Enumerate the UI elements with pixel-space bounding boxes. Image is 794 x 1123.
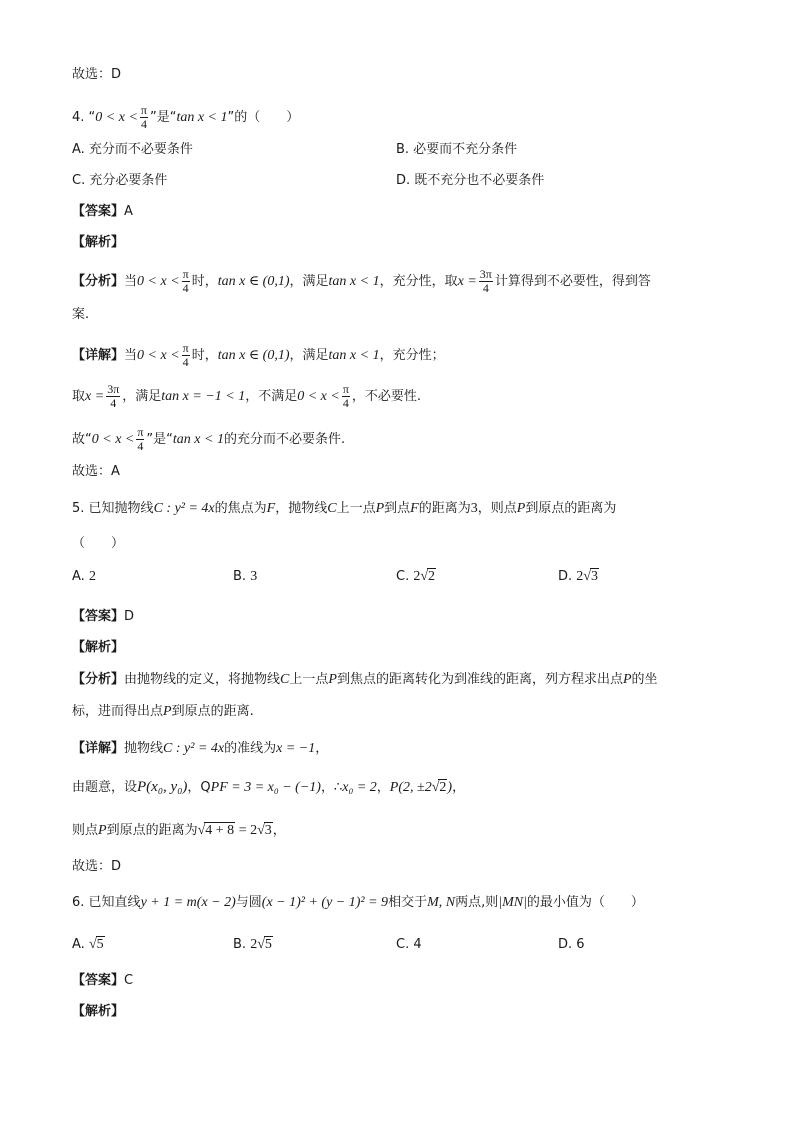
text: 的充分而不必要条件.: [223, 432, 346, 447]
option-label: A.: [72, 569, 85, 584]
answer-value: A: [124, 204, 133, 219]
math: tan x < 1: [172, 432, 224, 447]
answer-line: [72, 972, 133, 990]
analysis-fenxi-line-1: [72, 671, 658, 689]
text: ，: [315, 741, 329, 756]
option-a: [72, 936, 105, 954]
math: x₀ = 2: [342, 780, 377, 795]
quote-mid: ”是“: [149, 110, 177, 125]
math: 0 < x <: [297, 389, 340, 404]
frac-num: π: [137, 425, 144, 439]
text: ，则点: [477, 501, 517, 516]
fenxi-label: 【分析】: [72, 672, 125, 687]
frac-num: π: [342, 382, 349, 396]
text: 计算得到不必要性，得到答: [494, 274, 651, 289]
option-label: C.: [396, 569, 410, 584]
sqrt-sign: √: [197, 823, 206, 838]
frac-den: 4: [140, 117, 147, 131]
frac-den: 4: [182, 281, 189, 295]
math: tan x = −1 < 1: [161, 389, 246, 404]
option-label: A.: [72, 937, 85, 952]
math: 0 < x <: [91, 432, 135, 447]
answer-choice-q5: 故选：D: [72, 859, 122, 874]
question-5-stem: [72, 500, 616, 518]
math: C : y² = 4x: [163, 741, 225, 756]
option-a: A. 充分而不必要条件: [72, 142, 193, 157]
fraction-pi-over-4: [136, 426, 144, 453]
option-c: C. 4: [396, 937, 422, 952]
math: (x − 1)² + (y − 1)² = 9: [261, 895, 389, 910]
text: 标，进而得出点: [72, 704, 164, 719]
frac-den: 4: [137, 439, 144, 453]
frac-den: 4: [482, 281, 489, 295]
text: 当: [124, 274, 138, 289]
answer-label: 【答案】: [72, 204, 125, 219]
text: 取: [72, 389, 86, 404]
math: 0 < x <: [137, 348, 180, 363]
radicand: 4 + 8: [205, 823, 235, 838]
fraction-pi-over-4: [342, 383, 350, 410]
fraction-pi-over-4: [140, 104, 148, 131]
math: x = −1: [276, 741, 316, 756]
option-value: 2: [250, 937, 258, 952]
text: 的焦点为: [214, 501, 267, 516]
radicand: 5: [96, 937, 104, 952]
question-number: 4.: [72, 110, 85, 125]
math-condition-1: 0 < x <: [95, 110, 138, 125]
option-label: D.: [558, 569, 573, 584]
text: 到原点的距离为: [106, 823, 198, 838]
question-number: 6.: [72, 895, 85, 910]
frac-num: π: [182, 341, 189, 355]
sqrt-sign: √: [431, 780, 440, 795]
answer-line: [72, 608, 134, 626]
text: ，: [452, 780, 466, 795]
answer-line: [72, 203, 133, 221]
math: P: [98, 823, 107, 838]
text: 的最小值为（ ）: [526, 895, 644, 910]
math: y + 1 = m(x − 2): [140, 895, 236, 910]
text: ，满足: [289, 274, 329, 289]
text: 与圆: [235, 895, 262, 910]
analysis-fenxi-line-2: [72, 703, 254, 721]
question-6-stem: [72, 894, 644, 912]
text: ，Q: [187, 780, 211, 795]
quote-open: “: [88, 110, 96, 125]
math: x =: [85, 389, 105, 404]
option-d: [558, 568, 599, 586]
math: F: [266, 501, 276, 516]
answer-value: C: [124, 973, 134, 988]
option-a: [72, 568, 96, 586]
text: 两点,则: [455, 895, 499, 910]
sqrt-sign: √: [88, 937, 97, 952]
detail-line-2: [72, 383, 421, 410]
sqrt-sign: √: [257, 937, 265, 952]
analysis-heading: 【解析】: [72, 640, 125, 655]
sqrt-sign: √: [583, 569, 591, 584]
fraction-3pi-over-4: [106, 383, 120, 410]
math: tan x ∈ (0,1): [217, 274, 290, 289]
math: P(2, ±2: [389, 780, 432, 795]
text: ，不满足: [245, 389, 298, 404]
radicand: 2: [428, 569, 436, 584]
text: 上一点: [289, 672, 329, 687]
option-value: 2: [576, 569, 584, 584]
frac-den: 4: [182, 355, 189, 369]
math: F: [410, 501, 419, 516]
analysis-fenxi-line-1: [72, 268, 651, 295]
option-d: D. 6: [558, 937, 585, 952]
math: tan x < 1: [328, 348, 380, 363]
text: ，充分性；: [379, 348, 445, 363]
text: ，充分性，取: [379, 274, 458, 289]
option-value: 2: [88, 569, 96, 584]
math: tan x ∈ (0,1): [217, 348, 290, 363]
option-value: 3: [250, 569, 258, 584]
prev-answer-choice: 故选：D: [72, 67, 122, 82]
text: ，满足: [289, 348, 329, 363]
detail-line-1: [72, 342, 445, 369]
xiangjie-label: 【详解】: [72, 348, 125, 363]
question-5-paren: （ ）: [72, 536, 125, 551]
frac-den: 4: [342, 396, 349, 410]
option-b: B. 必要而不充分条件: [396, 142, 518, 157]
detail-line-3: [72, 822, 286, 840]
detail-conclusion: [72, 426, 345, 453]
detail-line-1: [72, 740, 328, 758]
text: 则点: [72, 823, 99, 838]
text: 到原点的距离为: [525, 501, 617, 516]
math: P: [163, 704, 172, 719]
fraction-pi-over-4: [182, 268, 190, 295]
text: 的准线为: [224, 741, 277, 756]
text: 的坐: [631, 672, 658, 687]
fraction-pi-over-4: [182, 342, 190, 369]
frac-num: 3π: [107, 382, 120, 396]
analysis-heading: 【解析】: [72, 1004, 125, 1019]
question-number: 5.: [72, 501, 85, 516]
option-b: [233, 936, 273, 954]
math: C: [327, 501, 337, 516]
text: ，抛物线: [275, 501, 328, 516]
text: 相交于: [388, 895, 428, 910]
text: 的距离为: [418, 501, 471, 516]
question-4-stem: [72, 104, 299, 131]
text: 已知直线: [88, 895, 141, 910]
radicand: 3: [590, 569, 598, 584]
math: P: [622, 672, 632, 687]
option-label: B.: [233, 569, 247, 584]
fenxi-label: 【分析】: [72, 274, 125, 289]
text: 抛物线: [124, 741, 164, 756]
text: ，: [272, 823, 286, 838]
xiangjie-label: 【详解】: [72, 741, 125, 756]
math: tan x < 1: [328, 274, 380, 289]
answer-choice-q4: 故选：A: [72, 464, 120, 479]
text: ，: [376, 780, 390, 795]
option-label: B.: [233, 937, 247, 952]
text: 当: [124, 348, 138, 363]
frac-den: 4: [110, 396, 117, 410]
text: 上一点: [336, 501, 376, 516]
math: P: [375, 501, 385, 516]
detail-line-2: [72, 778, 465, 797]
frac-num: π: [182, 267, 189, 281]
fraction-3pi-over-4: [479, 268, 493, 295]
analysis-fenxi-line-2: 案.: [72, 307, 90, 322]
quote-close: ”的（ ）: [227, 110, 300, 125]
text: 由抛物线的定义，将抛物线: [124, 672, 281, 687]
math: 0 < x <: [137, 274, 180, 289]
text: 由题意，设: [72, 780, 138, 795]
frac-num: π: [140, 103, 147, 117]
text: ，不必要性.: [351, 389, 422, 404]
text: ”是“: [146, 432, 173, 447]
math: P: [328, 672, 337, 687]
math: = 2: [235, 823, 258, 838]
math: |MN|: [498, 895, 527, 910]
text: 到点: [384, 501, 411, 516]
frac-num: 3π: [479, 267, 492, 281]
math: 3: [470, 501, 478, 516]
option-b: [233, 568, 257, 586]
math-condition-2: tan x < 1: [176, 110, 228, 125]
option-d: D. 既不充分也不必要条件: [396, 173, 545, 188]
text: 时，: [191, 274, 218, 289]
radicand: 5: [264, 937, 272, 952]
math: P: [516, 501, 526, 516]
sqrt-sign: √: [257, 823, 265, 838]
text: ，∴: [320, 780, 343, 795]
text: 到焦点的距离转化为到准线的距离，列方程求出点: [336, 672, 623, 687]
analysis-heading: 【解析】: [72, 235, 125, 250]
answer-value: D: [124, 609, 135, 624]
sqrt-sign: √: [420, 569, 429, 584]
text: ，满足: [122, 389, 162, 404]
math: M, N: [427, 895, 456, 910]
radicand: 2: [439, 780, 447, 795]
option-value: 2: [413, 569, 421, 584]
option-c: C. 充分必要条件: [72, 173, 168, 188]
math: x =: [457, 274, 477, 289]
option-c: [396, 568, 436, 586]
text: 时，: [191, 348, 218, 363]
math: C : y² = 4x: [153, 501, 215, 516]
math: PF = 3 = x₀ − (−1): [210, 780, 321, 795]
math: ): [447, 780, 453, 795]
answer-label: 【答案】: [72, 609, 125, 624]
text: 已知抛物线: [88, 501, 154, 516]
text: 到原点的距离.: [171, 704, 254, 719]
text: 故“: [72, 432, 92, 447]
math: C: [280, 672, 290, 687]
radicand: 3: [264, 823, 272, 838]
answer-label: 【答案】: [72, 973, 125, 988]
math: P(x₀, y₀): [137, 779, 188, 795]
